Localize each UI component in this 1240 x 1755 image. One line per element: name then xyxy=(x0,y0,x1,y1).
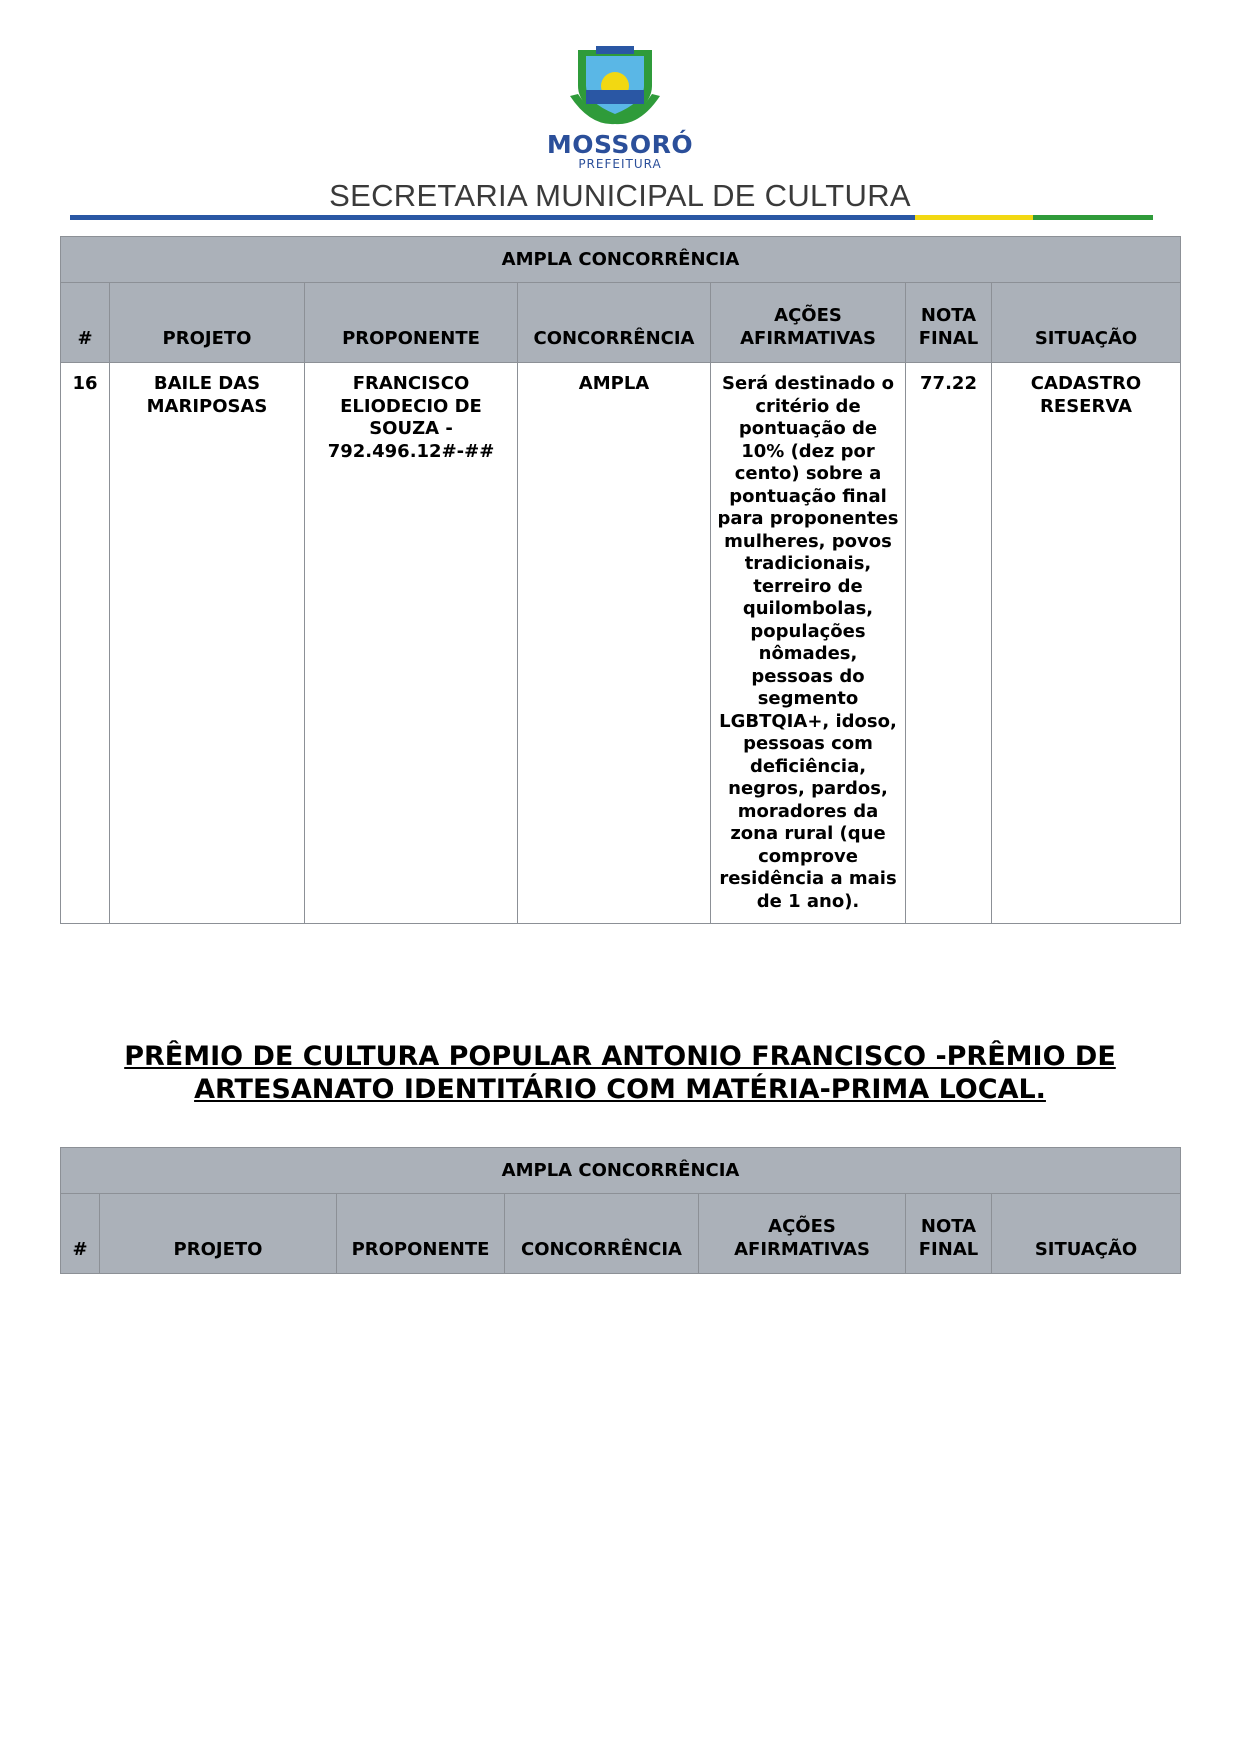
header-stripe-yellow xyxy=(915,215,1033,220)
header-stripe-blue xyxy=(70,215,915,220)
cell-concorrencia: AMPLA xyxy=(518,363,711,924)
column-header-acoes-afirmativas: AÇÕES AFIRMATIVAS xyxy=(711,283,906,363)
brand-name: MOSSORÓ xyxy=(546,130,694,159)
table-title: AMPLA CONCORRÊNCIA xyxy=(61,237,1181,283)
brand-subtitle: PREFEITURA xyxy=(578,157,662,171)
column-header-concorrencia: CONCORRÊNCIA xyxy=(505,1194,699,1274)
section-title: PRÊMIO DE CULTURA POPULAR ANTONIO FRANCISCO -PRÊMIO DE ARTESANATO IDENTITÁRIO COM MATÉRIA-PRIMA LOCAL. xyxy=(124,1041,1116,1105)
cell-projeto: BAILE DAS MARIPOSAS xyxy=(110,363,305,924)
column-header-proponente: PROPONENTE xyxy=(305,283,518,363)
table-title: AMPLA CONCORRÊNCIA xyxy=(61,1148,1181,1194)
column-header-situacao: SITUAÇÃO xyxy=(992,283,1181,363)
cell-acoes-afirmativas: Será destinado o critério de pontuação de 10% (dez por cento) sobre a pontuação final para proponentes mulheres, povos tradicionais, terreiro de quilombolas, populações nômades, pessoas do segmento LGBTQIA+, idoso, pessoas com deficiência, negros, pardos, moradores da zona rural (que comprove residência a mais de 1 ano). xyxy=(711,363,906,924)
header-stripe-green xyxy=(1033,215,1153,220)
column-header-number: # xyxy=(61,1194,100,1274)
cell-proponente: FRANCISCO ELIODECIO DE SOUZA - 792.496.12#-## xyxy=(305,363,518,924)
results-table-ampla-premio-artesanato xyxy=(60,1147,1181,1274)
cell-nota-final: 77.22 xyxy=(906,363,992,924)
column-header-nota-final: NOTA FINAL xyxy=(906,1194,992,1274)
document-header xyxy=(0,0,1240,225)
cell-number: 16 xyxy=(61,363,110,924)
secretaria-title: SECRETARIA MUNICIPAL DE CULTURA xyxy=(329,178,911,213)
column-header-concorrencia: CONCORRÊNCIA xyxy=(518,283,711,363)
column-header-projeto: PROJETO xyxy=(100,1194,337,1274)
column-header-acoes-afirmativas: AÇÕES AFIRMATIVAS xyxy=(699,1194,906,1274)
column-header-number: # xyxy=(61,283,110,363)
column-header-situacao: SITUAÇÃO xyxy=(992,1194,1181,1274)
cell-situacao: CADASTRO RESERVA xyxy=(992,363,1181,924)
column-header-proponente: PROPONENTE xyxy=(337,1194,505,1274)
column-header-nota-final: NOTA FINAL xyxy=(906,283,992,363)
table-row xyxy=(61,363,1181,924)
mossoro-coat-of-arms-logo xyxy=(560,42,670,128)
results-table-ampla xyxy=(60,236,1181,924)
column-header-projeto: PROJETO xyxy=(110,283,305,363)
